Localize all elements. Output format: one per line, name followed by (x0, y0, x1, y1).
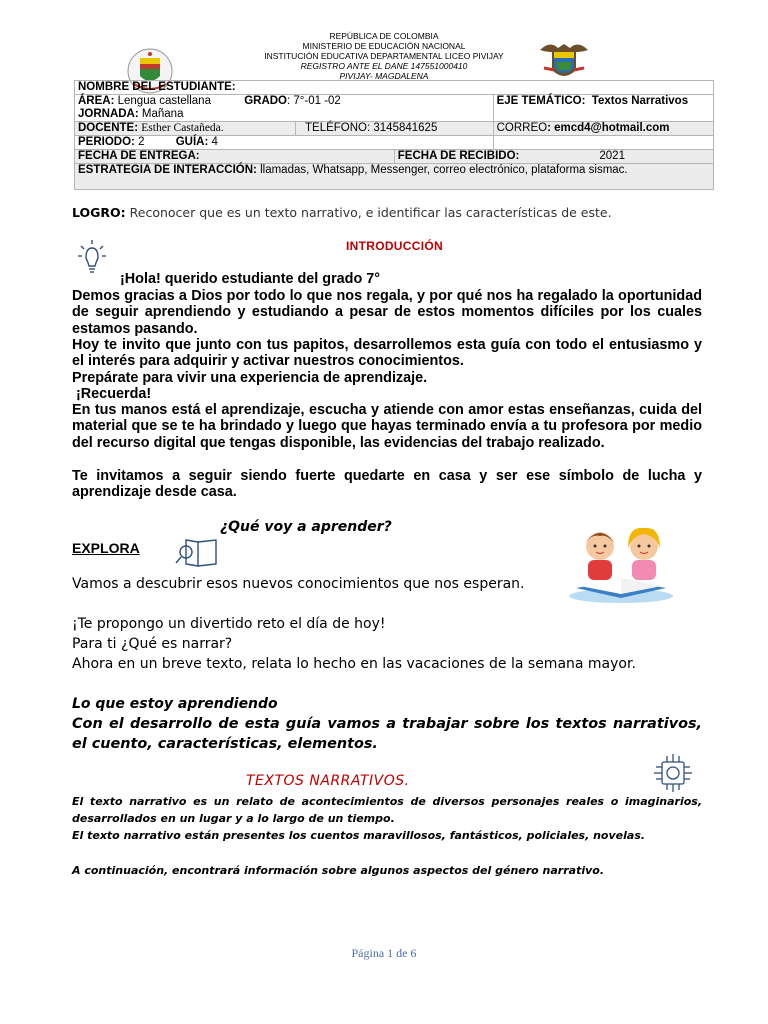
grado-label: GRADO (244, 95, 287, 107)
explora-paragraph-4: Ahora en un breve texto, relata lo hecho en las vacaciones de la semana mayor. (72, 656, 636, 672)
intro-recuerda: ¡Recuerda! (72, 386, 152, 402)
explora-learning-heading: Lo que estoy aprendiendo (72, 696, 278, 712)
logro-text: Reconocer que es un texto narrativo, e identificar las características de este. (129, 205, 612, 220)
estrategia-label: ESTRATEGIA DE INTERACCIÓN: (78, 164, 257, 176)
grado-value: : 7°-01 -02 (287, 95, 341, 107)
header-institucion: INSTITUCIÓN EDUCATIVA DEPARTAMENTAL LICEO PIVIJAY (264, 51, 504, 61)
search-book-icon (172, 536, 222, 568)
periodo-value: 2 (138, 136, 145, 148)
intro-paragraph-3: Prepárate para vivir una experiencia de aprendizaje. (72, 370, 428, 386)
recibido-label: FECHA DE RECIBIDO: (397, 150, 520, 162)
intro-greeting: ¡Hola! querido estudiante del grado 7° (120, 271, 381, 287)
area-value: Lengua castellana (117, 95, 211, 107)
textos-narrativos-title: TEXTOS NARRATIVOS. (246, 773, 410, 789)
textos-paragraph-2: El texto narrativo están presentes los cuentos maravillosos, fantásticos, policiales, novelas. (72, 829, 646, 842)
coat-of-arms-icon (536, 40, 592, 84)
page-number: Página 1 de 6 (351, 946, 417, 960)
intro-paragraph-1: Demos gracias a Dios por todo lo que nos regala, y por qué nos ha regalado la oportunidad de seguir aprendiendo y estudiando a pesar de estos momentos difíciles por los cuales estamos pasando. (72, 288, 702, 337)
intro-paragraph-6: Te invitamos a seguir siendo fuerte quedarte en casa y ser ese símbolo de lucha y aprendizaje desde casa. (72, 468, 702, 501)
intro-paragraph-2: Hoy te invito que junto con tus papitos, desarrollemos esta guía con todo el entusiasmo y el interés para adquirir y activar nuestros conocimientos. (72, 337, 702, 370)
student-info-table (74, 80, 714, 190)
estrategia-value: llamadas, Whatsapp, Messenger, correo electrónico, plataforma sismac. (260, 164, 628, 176)
eje-value: Textos Narrativos (591, 95, 689, 107)
textos-paragraph-3: A continuación, encontrará información sobre algunos aspectos del género narrativo. (72, 864, 605, 877)
explora-title: EXPLORA (72, 540, 140, 556)
explora-paragraph-3: Para ti ¿Qué es narrar? (72, 636, 233, 652)
student-name-label: NOMBRE DEL ESTUDIANTE: (78, 81, 236, 93)
header-registro: REGISTRO ANTE EL DANE 147551000410 (300, 61, 468, 71)
correo-label: CORREO (496, 122, 548, 134)
logro-line (72, 205, 612, 220)
intro-title: INTRODUCCIÓN (346, 239, 443, 253)
periodo-label: PERIODO: (78, 136, 135, 148)
correo-value[interactable]: : emcd4@hotmail.com (547, 122, 670, 134)
student-name-cell[interactable] (75, 81, 714, 95)
jornada-value: Mañana (141, 108, 184, 120)
lightbulb-icon (72, 238, 112, 276)
telefono-value: 3145841625 (373, 122, 438, 134)
explora-paragraph-2: ¡Te propongo un divertido reto el día de hoy! (72, 616, 386, 632)
eje-label: EJE TEMÁTICO: (496, 95, 586, 107)
header-ciudad: PIVIJAY- MAGDALENA (339, 71, 429, 81)
kids-reading-illustration (566, 522, 676, 604)
logro-label: LOGRO: (72, 205, 126, 220)
header-ministerio: MINISTERIO DE EDUCACIÓN NACIONAL (302, 41, 466, 51)
guia-label: GUÍA: (175, 136, 209, 148)
explora-paragraph-1: Vamos a descubrir esos nuevos conocimientos que nos esperan. (72, 576, 525, 592)
explora-paragraph-6: Con el desarrollo de esta guía vamos a trabajar sobre los textos narrativos, el cuento, características, elementos. (72, 716, 702, 752)
area-label: ÁREA: (78, 95, 115, 107)
telefono-label: TELÉFONO: (305, 122, 371, 134)
docente-value: Esther Castañeda. (141, 122, 224, 134)
guia-value: 4 (211, 136, 218, 148)
header-republica: REPÚBLICA DE COLOMBIA (329, 31, 439, 41)
textos-paragraph-1: El texto narrativo es un relato de acontecimientos de diversos personajes reales o imaginarios, desarrollados en un lugar y a lo largo de un tiempo. (72, 795, 702, 825)
chip-brain-icon (652, 752, 694, 794)
explora-question: ¿Qué voy a aprender? (220, 519, 392, 535)
jornada-label: JORNADA: (78, 108, 139, 120)
intro-paragraph-5: En tus manos está el aprendizaje, escucha y atiende con amor estas enseñanzas, cuida del material que se te ha brindado y luego que hayas terminado envía a tu profesora por medio del recurso digital que tengas disponible, las evidencias del trabajo realizado. (72, 402, 702, 451)
recibido-value: 2021 (599, 150, 625, 162)
entrega-label: FECHA DE ENTREGA: (78, 150, 200, 162)
docente-label: DOCENTE: (78, 122, 139, 134)
